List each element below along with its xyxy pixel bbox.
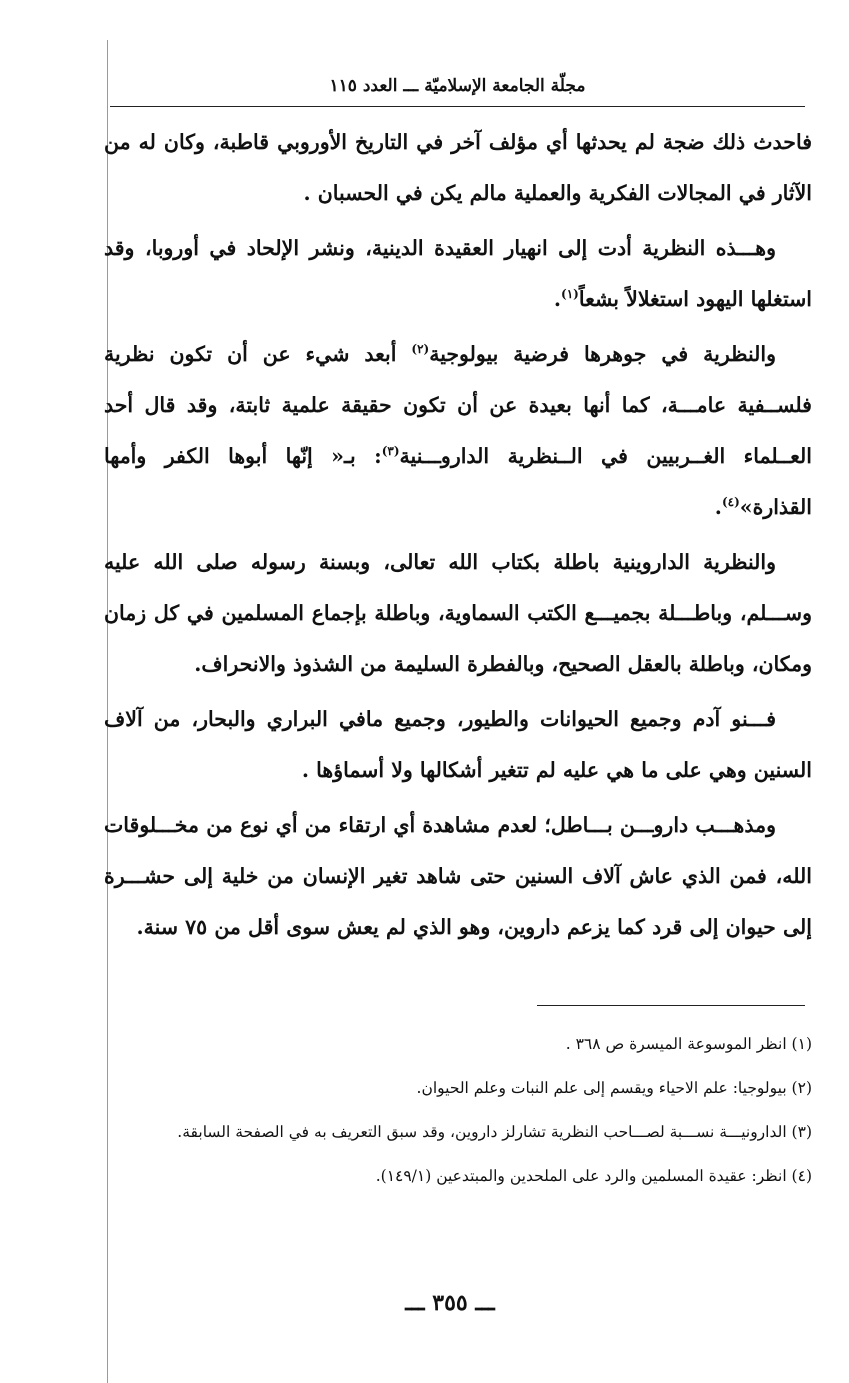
paragraph-text: ومذهـــب داروـــن بـــاطل؛ لعدم مشاهدة أي ارتقاء من أي نوع من مخـــلوقات الله، فمن الذي عاش آلاف السنين حتى شاهد تغير الإنسان من خلية إلى حشـــرة إلى حيوان إلى قرد كما يزعم داروين، وهو الذي لم يعش سوى أقل من ٧٥ سنة. bbox=[104, 813, 812, 939]
page-number: ـــ ٣٥٥ ـــ bbox=[405, 1290, 495, 1316]
paragraph-text: والنظرية الداروينية باطلة بكتاب الله تعالى، وبسنة رسوله صلى الله عليه وســـلم، وباطـــلة بجميـــع الكتب السماوية، وباطلة بإجماع المسلمين في كل زمان ومكان، وباطلة بالعقل الصحيح، وبالفطرة السليمة من الشذوذ والانحراف. bbox=[104, 550, 812, 676]
running-header: مجلّة الجامعة الإسلاميّة ـــ العدد ١١٥ bbox=[329, 76, 586, 96]
paragraph-4 bbox=[104, 537, 812, 690]
footnote-marker: (١) bbox=[561, 287, 579, 302]
footnote-marker: (٣) bbox=[381, 444, 400, 459]
paragraph-2 bbox=[104, 223, 812, 325]
paragraph-5 bbox=[104, 694, 812, 796]
paragraph-3 bbox=[104, 329, 812, 533]
footnotes bbox=[104, 1022, 812, 1198]
paragraph-text: وهـــذه النظرية أدت إلى انهيار العقيدة الدينية، ونشر الإلحاد في أوروبا، وقد استغلها اليهود استغلالاً بشعاً bbox=[104, 236, 812, 311]
footnote-separator bbox=[537, 1005, 805, 1006]
footnote-4: (٤) انظر: عقيدة المسلمين والرد على الملحدين والمبتدعين (١٤٩/١). bbox=[375, 1167, 812, 1185]
paragraph-text: . bbox=[553, 287, 562, 311]
footnote-marker: (٤) bbox=[721, 495, 740, 510]
footnote-2: (٢) بيولوجيا: علم الاحياء ويقسم إلى علم النبات وعلم الحيوان. bbox=[416, 1079, 812, 1097]
paragraph-text: أبعد شيء عن أن تكون نظرية فلســفية عامـــة، كما أنها بعيدة عن أن تكون حقيقة علمية ثابتة، وقد قال أحد العــلماء الغــربيين في الــنظرية الداروـــنية bbox=[104, 342, 812, 468]
footnote-1: (١) انظر الموسوعة الميسرة ص ٣٦٨ . bbox=[565, 1035, 812, 1053]
footnote-3: (٣) الدارونيـــة نســـبة لصـــاحب النظرية تشارلز داروين، وقد سبق التعريف به في الصفحة السابقة. bbox=[177, 1123, 812, 1141]
paragraph-text: فـــنو آدم وجميع الحيوانات والطيور، وجميع مافي البراري والبحار، من آلاف السنين وهي على ما هي عليه لم تتغير أشكالها ولا أسماؤها . bbox=[104, 707, 812, 782]
body-text bbox=[104, 117, 812, 957]
footnote-marker: (٢) bbox=[411, 342, 430, 357]
header-rule bbox=[110, 106, 805, 107]
paragraph-text: . bbox=[714, 495, 722, 519]
paragraph-1 bbox=[104, 117, 812, 219]
paragraph-text: : بـ« إنّها أبوها الكفر وأمها القذارة» bbox=[104, 444, 812, 519]
paragraph-text: والنظرية في جوهرها فرضية بيولوجية bbox=[429, 342, 776, 366]
paragraph-text: فاحدث ذلك ضجة لم يحدثها أي مؤلف آخر في التاريخ الأوروبي قاطبة، وكان له من الآثار في المجالات الفكرية والعملية مالم يكن في الحسبان . bbox=[104, 130, 812, 205]
paragraph-6 bbox=[104, 800, 812, 953]
